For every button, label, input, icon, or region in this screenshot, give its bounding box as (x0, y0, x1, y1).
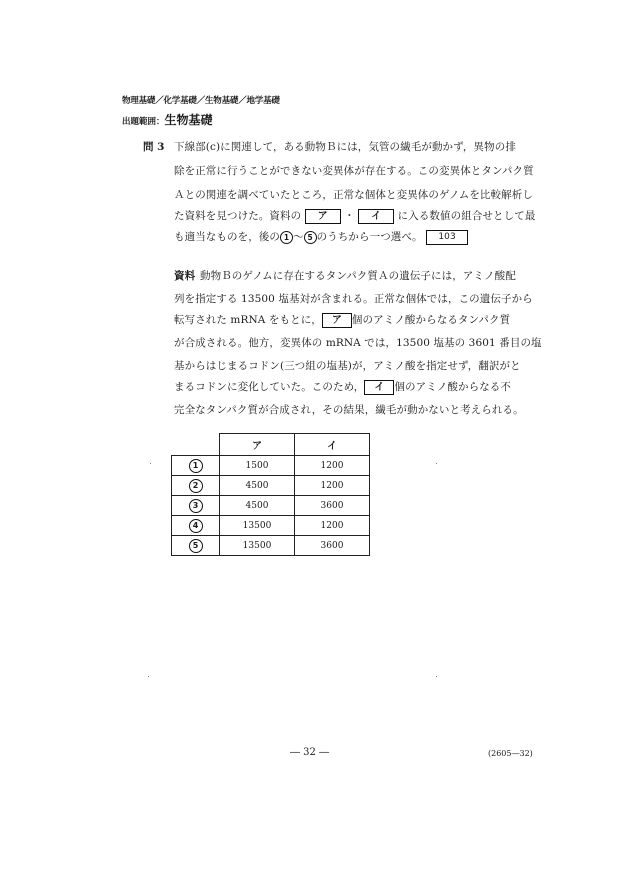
column-header-i: イ (295, 434, 370, 456)
table-corner (172, 434, 220, 456)
value-a: 13500 (220, 516, 295, 536)
table-row (172, 476, 370, 496)
table-header-row (172, 434, 370, 456)
material-line-6-text: まるコドンに変化していた。このため， (174, 381, 365, 393)
value-i: 1200 (295, 476, 370, 496)
value-a: 13500 (220, 536, 295, 556)
option-number: 1 (189, 459, 203, 473)
question-line-5 (174, 229, 468, 245)
material-line-5: 基からはじまるコドン(三つ組の塩基)が，アミノ酸を指定せず，翻訳がと (174, 360, 521, 372)
table-row (172, 496, 370, 516)
value-i: 1200 (295, 456, 370, 476)
separator-dot: ・ (344, 210, 355, 222)
subject-list: 物理基礎／化学基礎／生物基礎／地学基礎 (122, 96, 280, 106)
value-i: 3600 (295, 536, 370, 556)
value-i: 1200 (295, 516, 370, 536)
scope-value: 生物基礎 (164, 113, 213, 127)
page-code: (2605―32) (488, 749, 533, 758)
material-line-4: が合成される。他方，変異体の mRNA では，13500 塩基の 3601 番目の塩 (174, 337, 542, 349)
question-line-4 (174, 208, 535, 224)
question-line-2: 除を正常に行うことができない変異体が存在する。この変異体とタンパク質 (174, 165, 534, 177)
value-a: 1500 (220, 456, 295, 476)
material-line-6-rest: 個のアミノ酸からなる不 (394, 381, 511, 393)
material-line-1: 動物Ｂのゲノムに存在するタンパク質Ａの遺伝子には，アミノ酸配 (200, 270, 516, 282)
material-line-3-rest: 個のアミノ酸からなるタンパク質 (351, 314, 511, 326)
blank-i-box: イ (358, 209, 394, 224)
question-number: 問 3 (143, 141, 165, 153)
option-number: 2 (189, 479, 203, 493)
material-blank-a-box: ア (322, 313, 352, 328)
scan-speck (436, 676, 437, 677)
scan-speck (436, 463, 437, 464)
question-line-4-rest: に入る数値の組合せとして最 (397, 210, 536, 222)
blank-a-box: ア (305, 209, 341, 224)
exam-scope (122, 109, 213, 128)
answer-number-box: 103 (426, 230, 468, 245)
option-number: 4 (189, 519, 203, 533)
scope-label: 出題範囲： (122, 117, 165, 127)
scan-speck (150, 463, 151, 464)
question-line-4-text: た資料を見つけた。資料の (174, 210, 302, 222)
material-line-6 (174, 379, 511, 395)
option-number: 3 (189, 499, 203, 513)
table-row (172, 456, 370, 476)
option-first-marker: 1 (280, 231, 293, 244)
question-line-3: Ａとの関連を調べていたところ，正常な個体と変異体のゲノムを比較解析し (174, 189, 533, 201)
answer-table (171, 433, 370, 556)
page-number: ― 32 ― (290, 747, 330, 758)
tilde: ～ (293, 231, 304, 243)
material-line-7: 完全なタンパク質が合成され，その結果，繊毛が動かないと考えられる。 (174, 404, 524, 416)
value-a: 4500 (220, 476, 295, 496)
scan-speck (148, 676, 149, 677)
option-number: 5 (189, 539, 203, 553)
value-i: 3600 (295, 496, 370, 516)
question-line-5-text: も適当なものを，後の (174, 231, 280, 243)
table-row (172, 516, 370, 536)
material-line-3 (174, 312, 510, 328)
material-line-2: 列を指定する 13500 塩基対が含まれる。正常な個体では，この遺伝子から (174, 293, 533, 305)
option-last-marker: 5 (304, 231, 317, 244)
material-line-3-text: 転写された mRNA をもとに， (174, 314, 322, 326)
question-line-5-rest: のうちから一つ選べ。 (316, 231, 423, 243)
column-header-a: ア (220, 434, 295, 456)
material-label: 資料 (174, 270, 196, 282)
question-line-1: 下線部(c)に関連して，ある動物Ｂには，気管の繊毛が動かず，異物の排 (174, 141, 516, 153)
material-blank-i-box: イ (364, 380, 394, 395)
table-row (172, 536, 370, 556)
value-a: 4500 (220, 496, 295, 516)
